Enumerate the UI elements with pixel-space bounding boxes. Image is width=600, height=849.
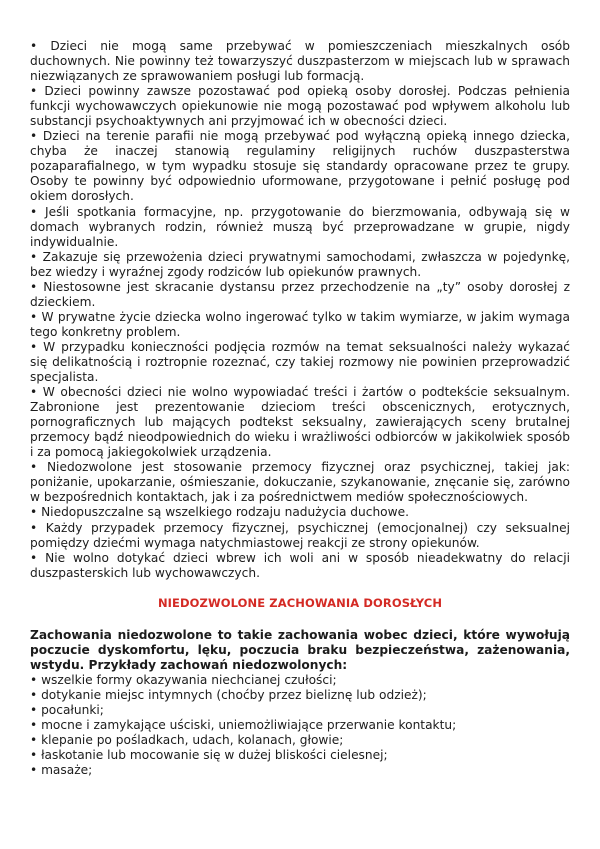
intro-paragraph: Zachowania niedozwolone to takie zachowania wobec dzieci, które wywołują poczucie dyskomfortu, lęku, poczucia braku bezpieczeństwa, zażenowania, wstydu. Przykłady zachowań niedozwolonych: [30, 627, 570, 672]
paragraph-1: • Dzieci nie mogą same przebywać w pomieszczeniach mieszkalnych osób duchownych. Nie powinny też towarzyszyć duszpasterzom w miejscach lub w sprawach niezwiązanych ze sprawowaniem posługi lub formacją. [30, 39, 570, 84]
list-item: • dotykanie miejsc intymnych (choćby przez bieliznę lub odzież); [30, 687, 427, 702]
paragraph-13: • Nie wolno dotykać dzieci wbrew ich woli ani w sposób nieadekwatny do relacji duszpasterskich lub wychowawczych. [30, 550, 570, 580]
paragraph-8: • W przypadku konieczności podjęcia rozmów na temat seksualności należy wykazać się delikatnością i roztropnie rozeznać, czy takiej rozmowy nie powinien przeprowadzić specjalista. [30, 339, 570, 385]
paragraph-7: • W prywatne życie dziecka wolno ingerować tylko w takim wymiarze, w jakim wymaga tego konkretny problem. [30, 309, 570, 339]
paragraph-9: • W obecności dzieci nie wolno wypowiadać treści i żartów o podtekście seksualnym. Zabronione jest prezentowanie dzieciom treści obscenicznych, erotycznych, pornograficznych lub mających podtekst seksualny, zawierających sceny brutalnej przemocy bądź nieodpowiednich do wieku i wrażliwości odbiorców w jakikolwiek sposób i za pomocą jakiegokolwiek urządzenia. [30, 385, 570, 460]
list-item: • pocałunki; [30, 702, 104, 717]
paragraph-5: • Zakazuje się przewożenia dzieci prywatnymi samochodami, zwłaszcza w pojedynkę, bez wiedzy i wyraźnej zgody rodziców lub opiekunów prawnych. [30, 249, 570, 279]
list-item: • masaże; [30, 763, 93, 778]
paragraph-3: • Dzieci na terenie parafii nie mogą przebywać pod wyłączną opieką innego dziecka, chyba że inaczej stanowią regulaminy religijnych ruchów duszpasterstwa pozaparafialnego, w tym wypadku stosuje się standardy opracowane przez te grupy. Osoby te powinny być odpowiednio uformowane, przygotowane i pełnić posługę pod okiem dorosłych. [30, 129, 570, 204]
paragraph-12: • Każdy przypadek przemocy fizycznej, psychicznej (emocjonalnej) czy seksualnej pomiędzy dziećmi wymaga natychmiastowej reakcji ze strony opiekunów. [30, 520, 570, 550]
paragraph-11: • Niedopuszczalne są wszelkiego rodzaju nadużycia duchowe. [30, 505, 409, 520]
paragraph-6: • Niestosowne jest skracanie dystansu przez przechodzenie na „ty” osoby dorosłej z dzieckiem. [30, 279, 570, 309]
paragraph-4: • Jeśli spotkania formacyjne, np. przygotowanie do bierzmowania, odbywają się w domach wybranych rodzin, również muszą być przeprowadzane w grupie, nigdy indywidualnie. [30, 204, 570, 249]
document-page [30, 39, 570, 778]
section-heading: NIEDOZWOLONE ZACHOWANIA DOROSŁYCH [157, 595, 443, 610]
list-item: • wszelkie formy okazywania niechcianej czułości; [30, 672, 337, 687]
list-item: • łaskotanie lub mocowanie się w dużej bliskości cielesnej; [30, 748, 388, 763]
list-item: • mocne i zamykające uściski, uniemożliwiające przerwanie kontaktu; [30, 718, 457, 733]
paragraph-2: • Dzieci powinny zawsze pozostawać pod opieką osoby dorosłej. Podczas pełnienia funkcji wychowawczych opiekunowie nie mogą pozostawać pod wpływem alkoholu lub substancji psychoaktywnych ani przyjmować ich w obecności dzieci. [30, 84, 570, 129]
list-item: • klepanie po pośladkach, udach, kolanach, głowie; [30, 733, 344, 748]
paragraph-10: • Niedozwolone jest stosowanie przemocy fizycznej oraz psychicznej, takiej jak: poniżanie, upokarzanie, ośmieszanie, dokuczanie, szykanowanie, znęcanie się, zarówno w bezpośrednich kontaktach, jak i za pośrednictwem mediów społecznościowych. [30, 460, 570, 505]
